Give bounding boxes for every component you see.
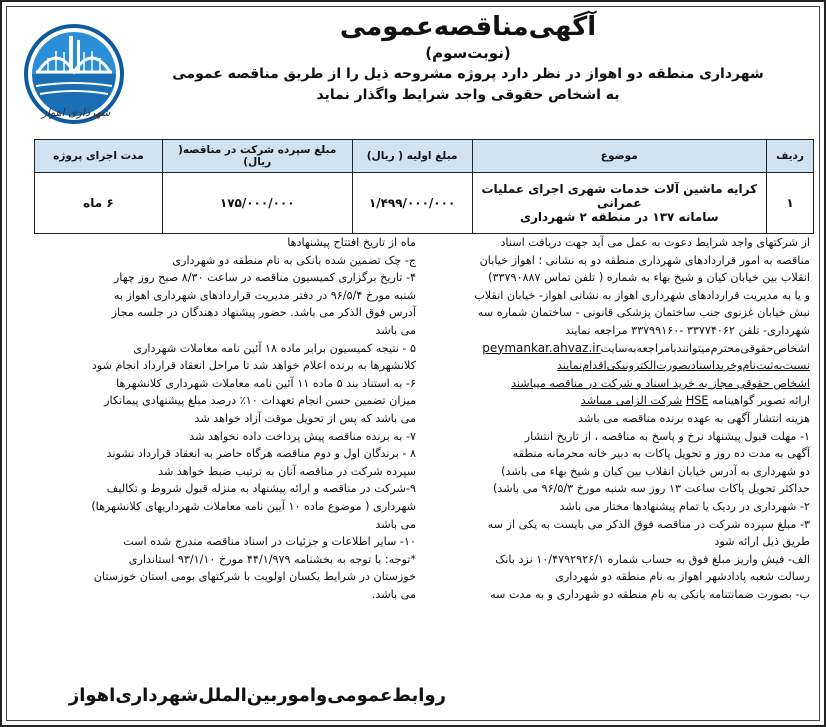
text-line: حداکثر تحویل پاکات ساعت ۱۳ روز سه شنبه مورخ ۹۶/۵/۳ می باشد) [492,482,810,496]
page-title: آگهی‌مناقصه‌عمومی [339,12,597,42]
text-line: سپرده شرکت در مناقصه آنان به ترتیب ضبط خواهد شد [158,464,416,478]
text-line: ۱- مهلت قبول پیشنهاد نرخ و پاسخ به مناقصه ، از تاریخ انتشار [524,429,810,443]
text-line: شهرداری- تلفن ۳۳۷۷۴۰۶۲ -۳۳۷۹۹۱۶۰ مراجعه نمایند [565,323,810,337]
text-line: اشخاص حقوقی مجاز به خرید اسناد و شرکت در مناقصه میباشند [511,376,810,390]
text-line: ۳- مبلغ سپرده شرکت در مناقصه فوق الذکر می بایست به یکی از سه [487,517,810,531]
publication-round: (نوبت‌سوم) [425,44,511,62]
text-line: هزینه انتشار آگهی به عهده برنده مناقصه می باشد [577,411,810,425]
text-line: شنبه مورخ ۹۶/۵/۴ در دفتر مدیریت قراردادهای شهرداری اهواز به [113,288,416,302]
text-line: ۲- شهرداری در ردیک یا تمام پیشنهادها مختار می باشد [559,499,810,513]
text-line: خوزستان در شرایط یکسان اولویت با شرکتهای بومی استان خوزستان [93,570,416,584]
website-link[interactable]: peymankar.ahvaz.ir [482,340,601,355]
header-initial-amount: مبلغ اولیه ( ریال) [352,140,472,173]
text-line: ۱۰- سایر اطلاعات و جزئیات در اسناد مناقصه مندرج شده است [123,535,416,549]
footer-signature: روابط‌عمومی‌و‌امور‌بین‌الملل‌شهرداری‌اهواز [68,685,446,706]
text-line: و یا به مدیریت قراردادهای شهرداری اهواز به نشانی اهواز- خیابان انقلاب [474,288,810,302]
cell-subject [472,173,767,234]
website-prefix: اشخاص‌حقوقی‌محترم‌میتوانند‌با‌مراجعه‌به‌سایت [600,341,810,355]
subject-line: کرایه ماشین آلات خدمات شهری اجرای عملیات عمرانی [481,182,758,210]
website-line [422,340,810,358]
hse-line [422,392,810,410]
hse-label: HSE [685,394,709,408]
header-subject: موضوع [472,140,767,173]
text-line: آدرس فوق الذکر می باشد. حضور پیشنهاد دهندگان در جلسه مجاز [111,306,416,320]
text-line: می باشد [375,517,416,531]
text-line: شهرداری ( موضوع ماده ۱۰ آیین نامه معاملات شهرداریهای کلانشهرها) [91,499,416,513]
table-row [35,173,814,234]
cell-duration: ۶ ماه [35,173,163,234]
text-line: ۸ - برندگان اول و دوم مناقصه هرگاه حاضر به انعقاد قرارداد نشوند [106,447,416,461]
header-deposit-amount: مبلغ سپرده شرکت در مناقصه( ریال) [162,140,352,173]
text-line: الف- فیش واریز مبلغ فوق به حساب شماره ۱۰/۴۷۹۲۹۲۶/۱ نزد بانک [495,552,810,566]
text-line: رسالت شعبه پادادشهر اهواز به نام منطقه دو شهرداری [555,570,810,584]
cell-row-number: ۱ [767,173,814,234]
notice-body [32,234,810,690]
text-line: نسبت‌به‌ثبت‌نام‌وخرید‌اسناد‌بصورت‌الکترونیکی‌اقدام‌نمایند [556,359,810,373]
text-line: ماه از تاریخ افتتاح پیشنهادها [287,236,416,249]
header-row-number: ردیف [767,140,814,173]
text-line: مناقصه به امور قراردادهای شهرداری منطقه دو به نشانی ؛ اهواز خیابان [479,253,810,267]
hse-prefix: ارائه تصویر گواهینامه [712,394,810,408]
text-line: ج- چک تضمین شده بانکی به نام منطقه دو شهرداری [172,253,416,267]
text-line: می باشد. [371,587,416,601]
text-line: ۶- به استناد بند ۵ ماده ۱۱ آئین نامه معاملات شهرداری کلانشهرها [116,376,416,390]
intro-text [132,64,804,106]
text-line: طریق ذیل ارائه شود [714,535,810,549]
text-line: از شرکتهای واجد شرایط دعوت به عمل می آید جهت دریافت اسناد [500,236,810,249]
left-text-column [32,234,416,603]
header-duration: مدت اجرای پروژه [35,140,163,173]
table-header-row [35,140,814,173]
text-line: دو شهرداری به آدرس خیابان انقلاب بین کیان و شیخ بهاء می باشد) [501,464,810,478]
text-line: ۴- تاریخ برگزاری کمیسیون مناقصه در ساعت ۸/۳۰ صبح روز چهار [113,271,416,285]
cell-initial-amount: ۱/۴۹۹/۰۰۰/۰۰۰ [352,173,472,234]
text-line: *توجه: با توجه به بخشنامه ۴۴/۱/۹۷۹ مورخ ۹۳/۱/۱۰ استانداری [128,552,416,566]
text-line: ۹-شرکت در مناقصه و ارائه پیشنهاد به منزله قبول شروط و تکالیف [106,482,416,496]
text-line: ب- بصورت ضمانتنامه بانکی به نام منطقه دو شهرداری و به مدت سه [490,587,810,601]
intro-line: به اشخاص حقوقی واجد شرایط واگذار نماید [316,87,620,103]
text-line: ۷- به برنده مناقصه پیش پرداخت داده نخواهد شد [189,429,416,443]
text-line: کلانشهرها به برنده اعلام خواهد شد تا مراحل انعقاد قرارداد انجام شود [91,359,416,373]
cell-deposit-amount: ۱۷۵/۰۰۰/۰۰۰ [162,173,352,234]
text-line: می باشد که پس از تحویل موقت آزاد خواهد شد [194,411,416,425]
subject-line: سامانه ۱۳۷ در منطقه ۲ شهرداری [519,210,719,224]
text-line: میزان تضمین حسن انجام تعهدات ۱۰٪ درصد مبلغ پیشنهادی پیمانکار [104,394,416,408]
text-line: می باشد [375,323,416,337]
text-line: آگهی به مدت ده روز و تحویل پاکات به دبیر خانه محرمانه منطقه [512,447,810,461]
notice-header [132,10,804,106]
text-line: انقلاب بین خیابان کیان و شیخ بهاء به شماره ( تلفن تماس ۳۳۷۹۰۸۸۷) [488,271,810,285]
project-table [34,139,814,234]
right-text-column [422,234,810,603]
intro-line: شهرداری منطقه دو اهواز در نظر دارد پروژه مشروحه ذیل را از طریق مناقصه عمومی [172,66,764,82]
hse-suffix: شرکت الزامی میباشد [580,394,683,408]
text-line: ۵ - نتیجه کمیسیون برابر ماده ۱۸ آئین نامه معاملات شهرداری [133,341,416,355]
text-line: نبش خیابان غزنوی جنب ساختمان پزشکی قانونی - ساختمان شماره سه [477,306,810,320]
logo-caption: شهرداری اهواز [41,106,111,119]
